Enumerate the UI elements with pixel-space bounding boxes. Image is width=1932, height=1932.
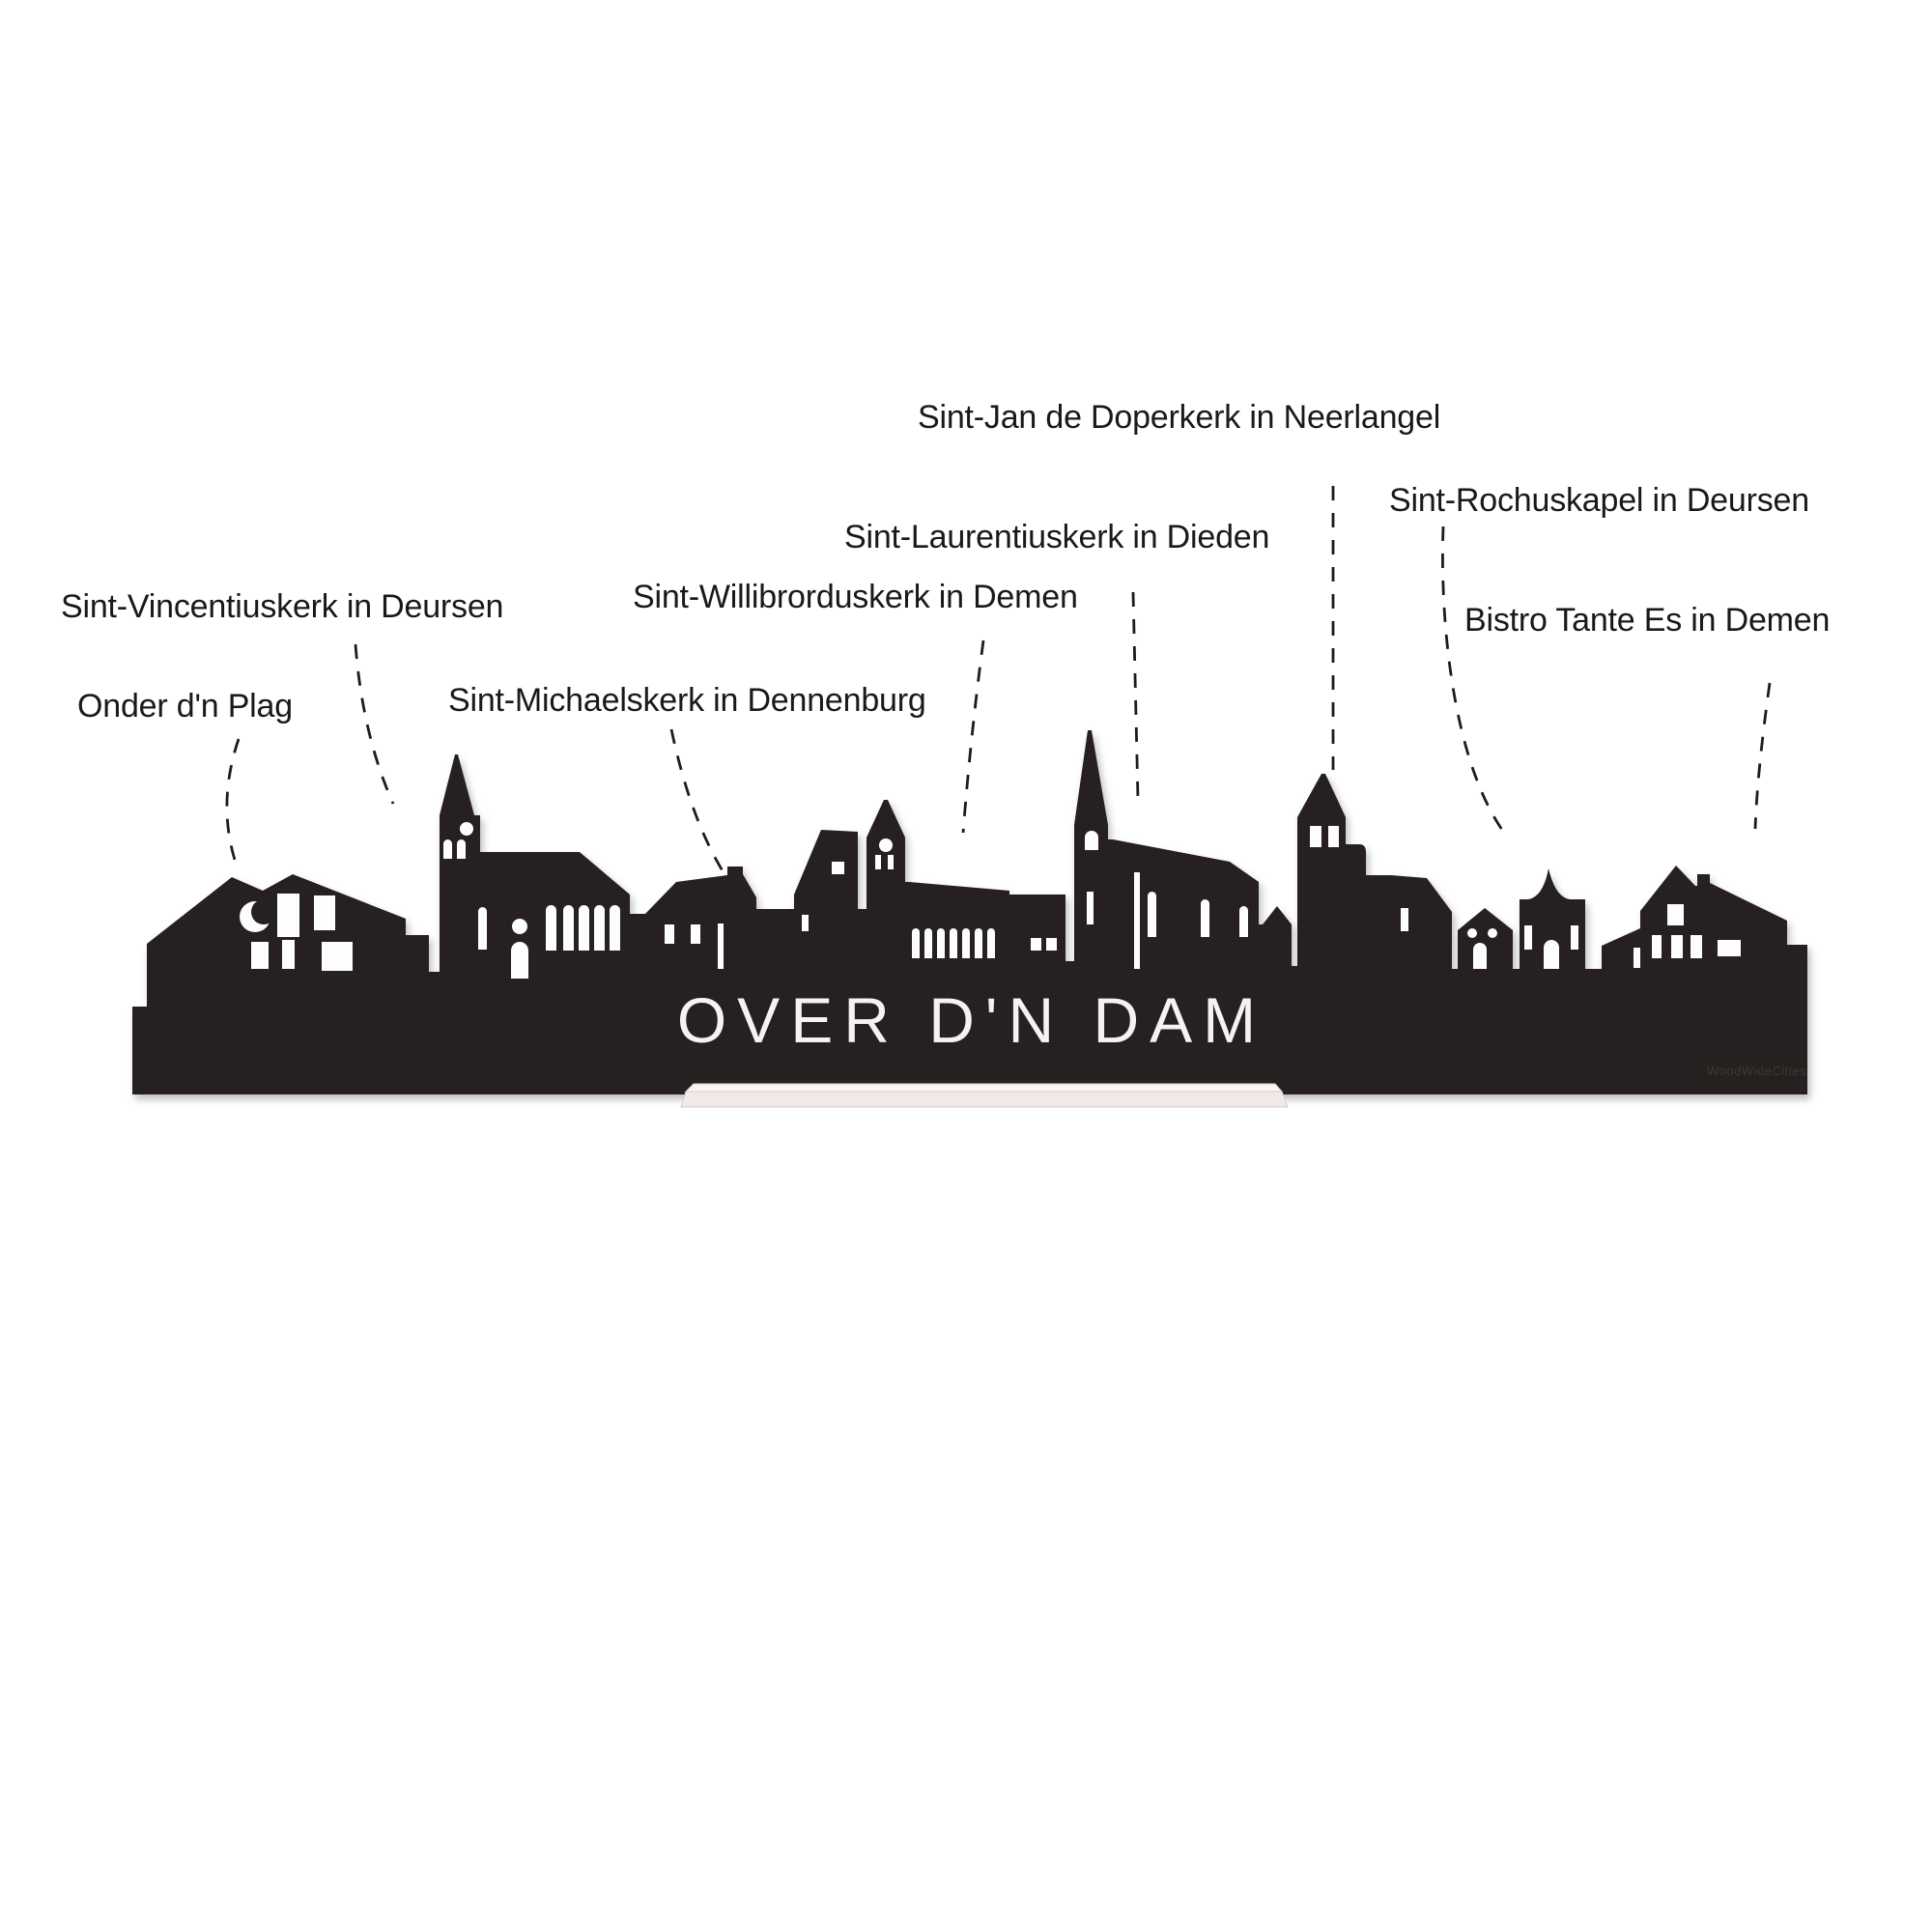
window-cutout [1671,935,1683,958]
arched-window-cutout [962,928,970,958]
window-cutout [251,942,269,969]
window-cutout [1667,904,1684,925]
round-window-cutout [1467,928,1477,938]
window-cutout [1718,940,1741,956]
label-sint-michaelskerk: Sint-Michaelskerk in Dennenburg [448,682,926,719]
arched-window-cutout [594,905,605,951]
leader-line-bistro-tante-es [1755,683,1770,829]
window-cutout [665,924,674,944]
arched-window-cutout [1148,892,1156,937]
skyline-silhouette [132,730,1807,1094]
window-cutout [1652,935,1662,958]
window-cutout [322,942,353,971]
window-cutout [1134,872,1140,969]
arched-window-cutout [937,928,945,958]
label-sint-laurentiuskerk: Sint-Laurentiuskerk in Dieden [844,519,1270,555]
window-cutout [1046,938,1057,951]
stand-front-face [681,1092,1288,1107]
leader-line-onder-dn-plag [227,739,239,860]
window-cutout [314,895,335,930]
arched-window-cutout [912,928,920,958]
arched-window-cutout [478,907,487,950]
arched-window-cutout [546,905,556,951]
arched-window-cutout [950,928,957,958]
label-onder-dn-plag: Onder d'n Plag [77,688,293,724]
window-cutout [1310,826,1321,847]
arched-window-cutout [457,839,466,859]
label-sint-jan: Sint-Jan de Doperkerk in Neerlangel [918,399,1441,436]
window-cutout [1571,925,1578,950]
arched-window-cutout [563,905,574,951]
label-sint-willibrorduskerk: Sint-Willibrorduskerk in Demen [633,579,1078,615]
window-cutout [888,855,894,869]
round-window-cutout [879,838,893,852]
window-cutout [691,924,700,944]
window-cutout [1690,935,1702,958]
leader-line-sint-laurentiuskerk [1133,592,1138,800]
crescent-overlay [251,899,276,924]
window-cutout [282,940,295,969]
leader-line-sint-michaelskerk [671,729,726,877]
arched-window-cutout [975,928,982,958]
engraved-town-name: OVER D'N DAM [676,984,1267,1056]
arched-window-cutout [924,928,932,958]
watermark-text: WoodWideCities [1707,1064,1806,1078]
window-cutout [832,862,844,874]
arched-window-cutout [1544,940,1559,969]
window-cutout [802,915,809,931]
window-cutout [1634,948,1640,968]
label-bistro-tante-es: Bistro Tante Es in Demen [1464,602,1831,639]
arched-window-cutout [443,839,452,859]
arched-window-cutout [610,905,620,951]
stand [681,1084,1288,1107]
arched-window-cutout [1085,831,1098,850]
leader-line-sint-vincentiuskerk [355,644,393,804]
label-sint-rochuskapel: Sint-Rochuskapel in Deursen [1389,482,1809,519]
window-cutout [1401,908,1408,931]
window-cutout [718,923,724,969]
window-cutout [1087,892,1094,924]
arched-window-cutout [511,942,528,979]
window-cutout [1328,826,1339,847]
stand-top-face [686,1084,1282,1092]
window-cutout [1524,925,1532,950]
leader-line-sint-rochuskapel [1442,526,1507,837]
window-cutout [875,855,881,869]
arched-window-cutout [1239,906,1248,937]
arched-window-cutout [1201,899,1209,937]
label-sint-vincentiuskerk: Sint-Vincentiuskerk in Deursen [61,588,504,625]
window-cutout [1031,938,1041,951]
arched-window-cutout [579,905,589,951]
arched-window-cutout [1473,943,1487,969]
round-window-cutout [1488,928,1497,938]
leader-line-sint-willibrorduskerk [963,640,983,833]
window-cutout [277,894,299,937]
round-window-cutout [512,919,527,934]
arched-window-cutout [987,928,995,958]
round-window-cutout [460,822,473,836]
